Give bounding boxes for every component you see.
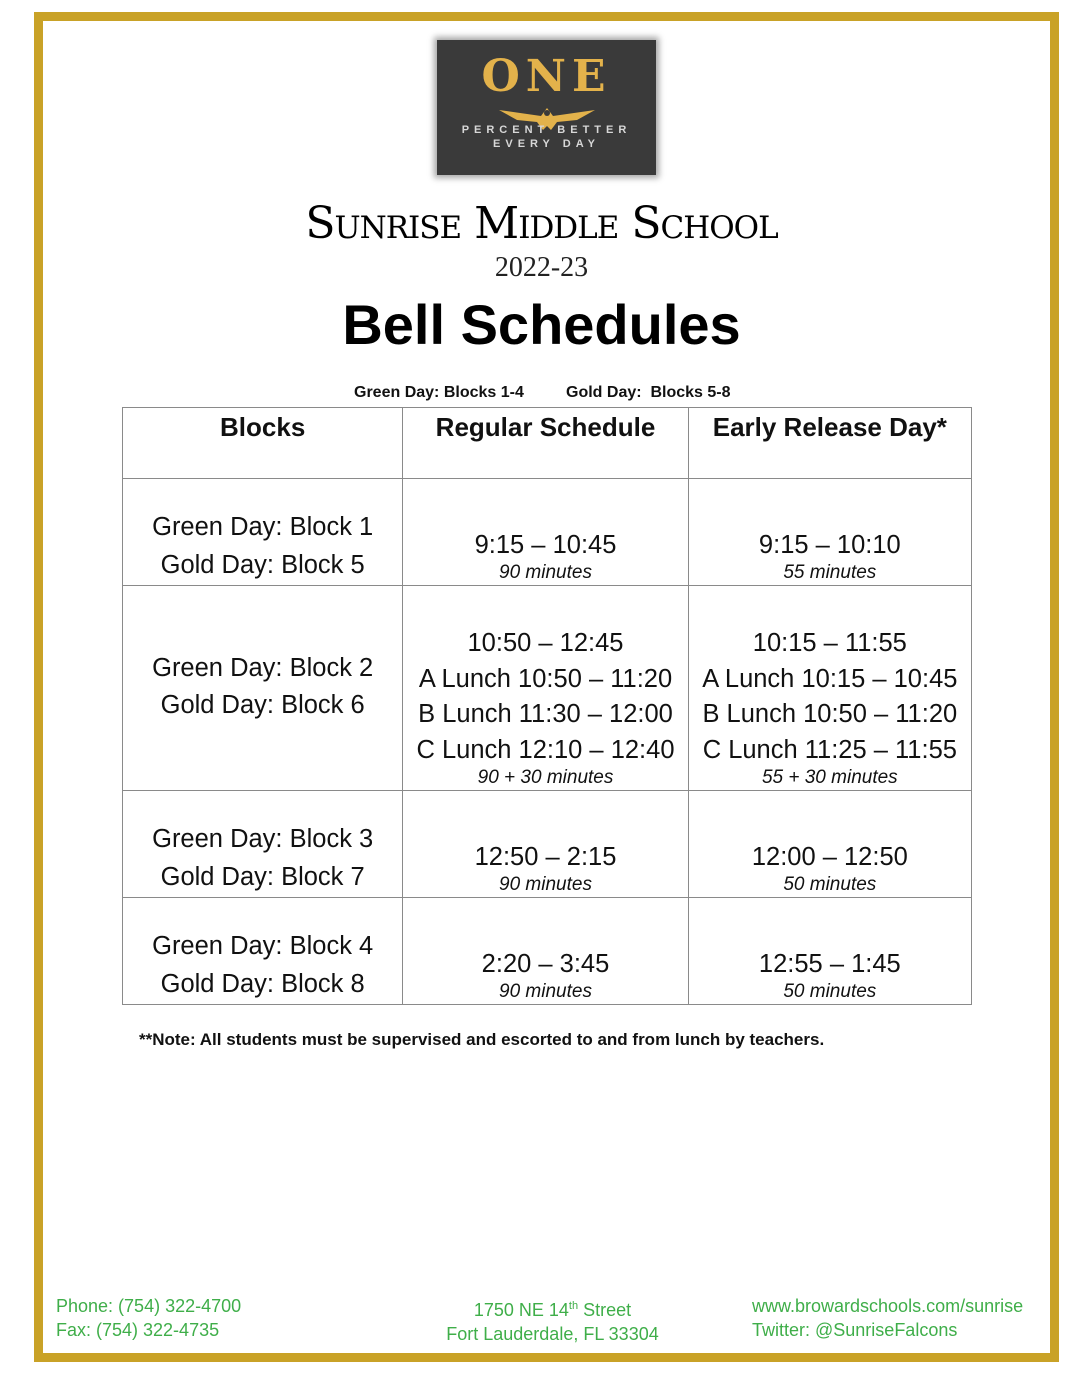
header-blocks: Blocks	[123, 408, 403, 479]
regular-cell	[403, 586, 688, 791]
gold-block-label: Gold Day: Block 6	[160, 691, 365, 719]
gold-day-key: Gold Day: Blocks 5-8	[566, 384, 731, 401]
footer-street	[420, 1294, 685, 1322]
time-range: 12:00 – 12:50	[751, 842, 908, 871]
lunch-c: C Lunch 11:25 – 11:55	[702, 735, 957, 764]
duration: 55 + 30 minutes	[761, 767, 898, 788]
duration: 90 minutes	[499, 981, 592, 1002]
lunch-supervision-note: **Note: All students must be supervised and escorted to and from lunch by teachers.	[139, 1030, 825, 1049]
one-percent-logo	[437, 40, 656, 175]
regular-cell	[403, 898, 688, 1005]
green-block-label: Green Day: Block 2	[152, 653, 374, 682]
regular-cell	[403, 791, 688, 898]
regular-cell	[403, 479, 688, 586]
time-range: 10:50 – 12:45	[467, 629, 624, 657]
duration: 55 minutes	[783, 562, 877, 583]
lunch-a: A Lunch 10:50 – 11:20	[418, 664, 673, 693]
green-block-label: Green Day: Block 3	[152, 825, 374, 853]
street-ordinal: th	[568, 1300, 579, 1312]
time-range: 10:15 – 11:55	[752, 629, 907, 657]
school-name: Sunrise Middle School	[305, 198, 778, 249]
footer-website-link[interactable]: www.browardschools.com/sunrise	[752, 1296, 1024, 1316]
duration: 90 + 30 minutes	[477, 767, 614, 788]
green-day-key: Green Day: Blocks 1-4	[354, 384, 524, 401]
green-block-label: Green Day: Block 4	[152, 932, 374, 960]
time-range: 2:20 – 3:45	[481, 949, 610, 978]
footer-fax: Fax: (754) 322-4735	[56, 1320, 220, 1340]
table-row	[123, 586, 972, 791]
lunch-b: B Lunch 11:30 – 12:00	[418, 700, 673, 728]
footer-city: Fort Lauderdale, FL 33304	[446, 1324, 659, 1344]
blocks-cell	[123, 479, 403, 586]
header-regular-schedule: Regular Schedule	[403, 408, 688, 479]
gold-block-label: Gold Day: Block 7	[160, 862, 365, 891]
table-row	[123, 791, 972, 898]
green-block-label: Green Day: Block 1	[152, 513, 374, 541]
street-name: Street	[578, 1300, 632, 1320]
duration: 50 minutes	[783, 874, 877, 895]
street-number: 1750 NE 14	[473, 1300, 569, 1320]
table-row	[123, 479, 972, 586]
duration: 50 minutes	[783, 981, 877, 1002]
duration: 90 minutes	[499, 874, 592, 895]
school-year: 2022-23	[494, 252, 589, 283]
early-cell	[688, 479, 971, 586]
footer-online	[752, 1294, 1023, 1342]
logo-tagline-2: EVERY DAY	[493, 138, 600, 150]
blocks-cell	[123, 898, 403, 1005]
lunch-c: C Lunch 12:10 – 12:40	[416, 735, 675, 764]
header-early-release: Early Release Day*	[688, 408, 971, 479]
early-cell	[688, 898, 971, 1005]
blocks-cell	[123, 791, 403, 898]
gold-block-label: Gold Day: Block 5	[160, 550, 365, 579]
footer-address	[420, 1294, 685, 1346]
logo-word: ONE	[481, 51, 612, 102]
gold-block-label: Gold Day: Block 8	[160, 969, 365, 998]
bell-schedule-table	[122, 407, 972, 1005]
time-range: 9:15 – 10:10	[758, 530, 901, 559]
footer-contact	[56, 1294, 241, 1342]
logo-tagline-1: PERCENT BETTER	[461, 124, 632, 136]
lunch-a: A Lunch 10:15 – 10:45	[702, 664, 958, 693]
lunch-b: B Lunch 10:50 – 11:20	[702, 700, 958, 728]
time-range: 9:15 – 10:45	[474, 530, 617, 559]
time-range: 12:55 – 1:45	[758, 949, 901, 978]
table-header-row	[123, 408, 972, 479]
duration: 90 minutes	[499, 562, 592, 583]
table-row	[123, 898, 972, 1005]
early-cell	[688, 586, 971, 791]
time-range: 12:50 – 2:15	[474, 842, 617, 871]
page-title: Bell Schedules	[342, 293, 741, 356]
blocks-cell	[123, 586, 403, 791]
footer-twitter-link[interactable]: Twitter: @SunriseFalcons	[752, 1320, 958, 1340]
footer-phone: Phone: (754) 322-4700	[56, 1296, 242, 1316]
early-cell	[688, 791, 971, 898]
